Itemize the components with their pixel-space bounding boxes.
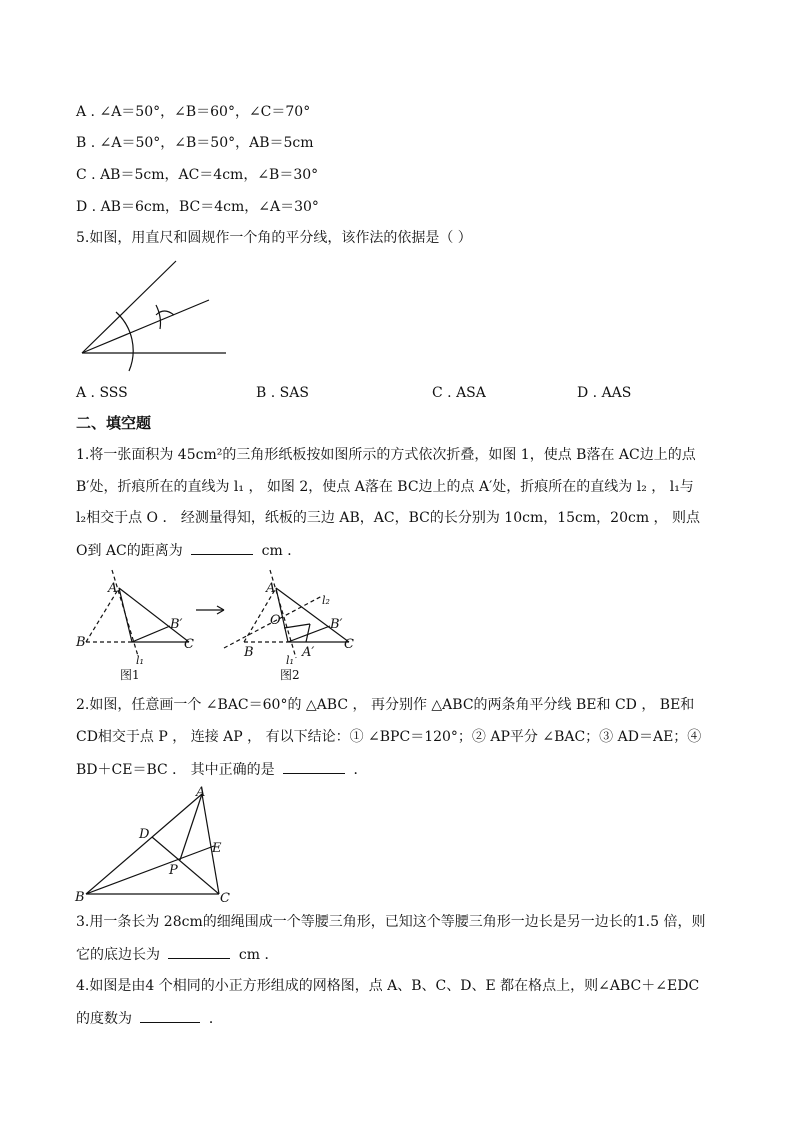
q5-option-a: A . SSS [76, 385, 128, 401]
fill2-label-a: A [196, 785, 206, 800]
fill4-line2-prefix: 的度数为 [76, 1011, 132, 1027]
fill2-label-p: P [169, 863, 178, 878]
q5-option-b: B . SAS [256, 385, 309, 401]
q4-option-d: D . AB＝6cm，BC＝4cm，∠A＝30° [76, 199, 319, 215]
fig2-label-b-prime: B′ [330, 617, 343, 632]
angle-side-top [82, 261, 176, 353]
fig1-caption: 图1 [120, 668, 140, 682]
fill1-line3: l₂相交于点 O ． 经测量得知，纸板的三边 AB，AC，BC的长分别为 10cm，15cm，20cm ， 则点 [76, 510, 700, 526]
fig2-label-l2: l₂ [322, 594, 330, 607]
q4-option-b: B . ∠A＝50°，∠B＝50°，AB＝5cm [76, 135, 314, 151]
fig1-label-c: C [184, 637, 194, 652]
fill2-label-e: E [212, 841, 222, 856]
fig2-caption: 图2 [280, 668, 300, 682]
fill2-line3-suffix: ． [353, 762, 368, 778]
fill1-line4-suffix: cm ． [261, 543, 302, 559]
fig2-label-l1: l₁ [286, 654, 294, 667]
fill4-line2 [76, 1008, 223, 1029]
folding-figure [74, 566, 364, 684]
fig1-label-b: B [76, 635, 86, 650]
fig2-label-b: B [244, 645, 254, 660]
fill2-line1: 2.如图，任意画一个 ∠BAC＝60°的 △ABC ， 再分别作 △ABC的两条角平分线 BE和 CD ， BE和 [76, 697, 695, 713]
section-heading-fill-in: 二、填空题 [76, 414, 152, 432]
fill3-line2-prefix: 它的底边长为 [76, 947, 160, 963]
fill1-line2: B′处，折痕所在的直线为 l₁ ， 如图 2，使点 A落在 BC边上的点 A′处，折痕所在的直线为 l₂ ， l₁与 [76, 479, 694, 495]
q5-option-d: D . AAS [577, 385, 632, 401]
fill4-answer-blank[interactable] [140, 1008, 200, 1023]
fig1-label-b-prime: B′ [170, 617, 183, 632]
fig2-label-a-prime: A′ [302, 645, 315, 660]
fig1-label-l1: l₁ [136, 654, 144, 667]
fig2-label-c: C [344, 637, 354, 652]
q4-option-a: A . ∠A＝50°，∠B＝60°，∠C＝70° [76, 104, 311, 120]
q4-option-c: C . AB＝5cm，AC＝4cm，∠B＝30° [76, 167, 319, 183]
fig2-label-a: A [266, 581, 276, 596]
fill3-line2-suffix: cm ． [238, 947, 279, 963]
fill2-label-d: D [139, 827, 150, 842]
fill1-line4-prefix: O到 AC的距离为 [76, 543, 183, 559]
fill1-answer-blank[interactable] [191, 540, 253, 555]
fill2-label-b: B [75, 890, 85, 905]
fill3-line2 [76, 944, 278, 965]
compass-arc-main [116, 312, 133, 371]
angle-bisector-figure [76, 255, 236, 370]
fill4-line2-suffix: ． [208, 1011, 223, 1027]
fig1-label-a: A [108, 581, 118, 596]
fill2-answer-blank[interactable] [283, 759, 345, 774]
fill2-label-c: C [220, 891, 230, 906]
fill1-line1: 1.将一张面积为 45cm²的三角形纸板按如图所示的方式依次折叠，如图 1，使点 B落在 AC边上的点 [76, 447, 696, 463]
q5-option-c: C . ASA [432, 385, 486, 401]
fig2-label-o: O [270, 613, 281, 628]
fill2-line2: CD相交于点 P ， 连接 AP ， 有以下结论：① ∠BPC＝120°；② AP平分 ∠BAC；③ AD＝AE；④ [76, 729, 702, 745]
compass-arc-cross-2 [156, 305, 161, 329]
angle-bisectors-triangle-figure [74, 784, 244, 906]
fill4-line1: 4.如图是由4 个相同的小正方形组成的网格图，点 A、B、C、D、E 都在格点上，则∠ABC＋∠EDC [76, 978, 700, 994]
fill3-line1: 3.用一条长为 28cm的细绳围成一个等腰三角形，已知这个等腰三角形一边长是另一边长的1.5 倍，则 [76, 914, 706, 930]
fill2-line3-prefix: BD＋CE＝BC ． 其中正确的是 [76, 762, 275, 778]
fill2-line3 [76, 759, 368, 780]
fill3-answer-blank[interactable] [168, 944, 230, 959]
q5-stem: 5.如图，用直尺和圆规作一个角的平分线，该作法的依据是（ ） [76, 230, 472, 246]
fill1-line4 [76, 540, 301, 561]
bisector-ray [82, 300, 209, 353]
